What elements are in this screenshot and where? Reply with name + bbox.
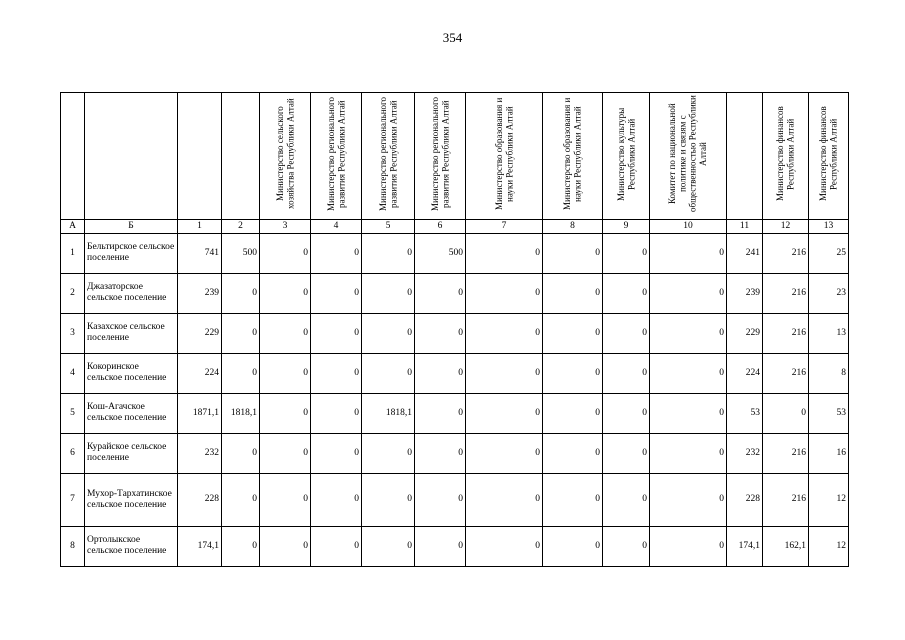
column-number: 4	[311, 219, 362, 233]
value-cell: 0	[650, 233, 727, 273]
header-cell	[85, 93, 178, 220]
value-cell: 0	[466, 353, 543, 393]
value-cell: 0	[362, 353, 415, 393]
value-cell: 0	[466, 433, 543, 473]
header-label: Комитет по национальной политике и связям с общественностью Республики Алтай	[667, 95, 709, 213]
header-label: Министерство финансов Республики Алтай	[818, 106, 839, 202]
value-cell: 0	[650, 433, 727, 473]
row-number: 4	[61, 353, 85, 393]
value-cell: 0	[260, 473, 311, 526]
value-cell: 0	[415, 473, 466, 526]
value-cell: 0	[222, 526, 260, 566]
header-cell	[727, 93, 763, 220]
value-cell: 0	[650, 313, 727, 353]
row-number: 5	[61, 393, 85, 433]
value-cell: 1818,1	[222, 393, 260, 433]
header-row	[61, 93, 849, 220]
value-cell: 0	[311, 313, 362, 353]
header-label: Министерство образования и науки Республики Алтай	[493, 97, 514, 211]
header-label: Министерство образования и науки Республики Алтай	[562, 97, 583, 211]
value-cell: 0	[311, 473, 362, 526]
value-cell: 216	[763, 273, 809, 313]
value-cell: 239	[727, 273, 763, 313]
value-cell: 232	[727, 433, 763, 473]
column-number: 1	[178, 219, 222, 233]
settlement-name: Кокоринское сельское поселение	[85, 353, 178, 393]
budget-table	[60, 92, 849, 567]
table-row	[61, 473, 849, 526]
settlement-name: Курайское сельское поселение	[85, 433, 178, 473]
value-cell: 0	[222, 353, 260, 393]
value-cell: 0	[362, 313, 415, 353]
value-cell: 0	[362, 473, 415, 526]
header-cell	[178, 93, 222, 220]
header-cell	[362, 93, 415, 220]
value-cell: 0	[543, 353, 603, 393]
value-cell: 241	[727, 233, 763, 273]
value-cell: 0	[260, 393, 311, 433]
table-row	[61, 273, 849, 313]
value-cell: 0	[415, 273, 466, 313]
value-cell: 0	[222, 273, 260, 313]
value-cell: 0	[603, 233, 650, 273]
settlement-name: Мухор-Тархатинское сельское поселение	[85, 473, 178, 526]
header-cell	[466, 93, 543, 220]
table-row	[61, 393, 849, 433]
header-cell	[603, 93, 650, 220]
value-cell: 0	[603, 433, 650, 473]
settlement-name: Казахское сельское поселение	[85, 313, 178, 353]
table-body	[61, 233, 849, 566]
value-cell: 0	[311, 526, 362, 566]
header-cell	[543, 93, 603, 220]
value-cell: 239	[178, 273, 222, 313]
value-cell: 0	[260, 273, 311, 313]
column-number: 10	[650, 219, 727, 233]
row-number: 7	[61, 473, 85, 526]
value-cell: 0	[543, 526, 603, 566]
value-cell: 0	[543, 313, 603, 353]
value-cell: 224	[727, 353, 763, 393]
value-cell: 0	[415, 433, 466, 473]
value-cell: 0	[260, 313, 311, 353]
value-cell: 0	[222, 433, 260, 473]
value-cell: 16	[809, 433, 849, 473]
value-cell: 53	[727, 393, 763, 433]
value-cell: 0	[603, 273, 650, 313]
value-cell: 232	[178, 433, 222, 473]
header-label: Министерство регионального развития Республики Алтай	[325, 97, 346, 212]
column-number: 13	[809, 219, 849, 233]
value-cell: 0	[603, 473, 650, 526]
table-row	[61, 313, 849, 353]
column-number: А	[61, 219, 85, 233]
column-number-row	[61, 219, 849, 233]
value-cell: 0	[466, 233, 543, 273]
value-cell: 0	[415, 313, 466, 353]
settlement-name: Бельтирское сельское поселение	[85, 233, 178, 273]
value-cell: 0	[362, 433, 415, 473]
header-cell	[222, 93, 260, 220]
value-cell: 500	[415, 233, 466, 273]
value-cell: 216	[763, 353, 809, 393]
value-cell: 500	[222, 233, 260, 273]
settlement-name: Кош-Агачское сельское поселение	[85, 393, 178, 433]
value-cell: 0	[466, 313, 543, 353]
column-number: 5	[362, 219, 415, 233]
header-label: Министерство культуры Республики Алтай	[615, 107, 636, 201]
value-cell: 0	[415, 393, 466, 433]
value-cell: 0	[362, 273, 415, 313]
settlement-name: Джазаторское сельское поселение	[85, 273, 178, 313]
header-cell	[415, 93, 466, 220]
value-cell: 216	[763, 433, 809, 473]
column-number: 7	[466, 219, 543, 233]
page-number: 354	[442, 30, 463, 45]
column-number: 2	[222, 219, 260, 233]
header-cell	[650, 93, 727, 220]
value-cell: 13	[809, 313, 849, 353]
value-cell: 0	[311, 273, 362, 313]
value-cell: 228	[178, 473, 222, 526]
value-cell: 8	[809, 353, 849, 393]
value-cell: 228	[727, 473, 763, 526]
value-cell: 0	[260, 233, 311, 273]
value-cell: 12	[809, 473, 849, 526]
value-cell: 0	[311, 393, 362, 433]
table-row	[61, 526, 849, 566]
value-cell: 0	[311, 233, 362, 273]
column-number: 9	[603, 219, 650, 233]
value-cell: 174,1	[178, 526, 222, 566]
value-cell: 0	[311, 433, 362, 473]
header-cell	[61, 93, 85, 220]
value-cell: 0	[362, 233, 415, 273]
header-label: Министерство регионального развития Республики Алтай	[429, 97, 450, 212]
row-number: 6	[61, 433, 85, 473]
value-cell: 216	[763, 313, 809, 353]
value-cell: 0	[543, 433, 603, 473]
value-cell: 162,1	[763, 526, 809, 566]
value-cell: 0	[260, 433, 311, 473]
value-cell: 0	[650, 526, 727, 566]
value-cell: 0	[222, 313, 260, 353]
value-cell: 0	[311, 353, 362, 393]
value-cell: 229	[178, 313, 222, 353]
column-number: Б	[85, 219, 178, 233]
column-number: 6	[415, 219, 466, 233]
value-cell: 0	[650, 273, 727, 313]
header-cell	[809, 93, 849, 220]
value-cell: 0	[603, 526, 650, 566]
value-cell: 216	[763, 233, 809, 273]
row-number: 3	[61, 313, 85, 353]
value-cell: 0	[650, 473, 727, 526]
settlement-name: Ортолыкское сельское поселение	[85, 526, 178, 566]
value-cell: 0	[466, 393, 543, 433]
header-label: Министерство регионального развития Республики Алтай	[377, 97, 398, 212]
value-cell: 0	[543, 473, 603, 526]
header-label: Министерство финансов Республики Алтай	[775, 106, 796, 202]
column-number: 3	[260, 219, 311, 233]
value-cell: 0	[603, 353, 650, 393]
value-cell: 0	[466, 473, 543, 526]
value-cell: 0	[543, 273, 603, 313]
value-cell: 216	[763, 473, 809, 526]
value-cell: 0	[466, 526, 543, 566]
column-number: 12	[763, 219, 809, 233]
value-cell: 0	[763, 393, 809, 433]
value-cell: 0	[362, 526, 415, 566]
header-cell	[311, 93, 362, 220]
value-cell: 0	[603, 393, 650, 433]
value-cell: 0	[222, 473, 260, 526]
row-number: 2	[61, 273, 85, 313]
value-cell: 12	[809, 526, 849, 566]
value-cell: 229	[727, 313, 763, 353]
value-cell: 23	[809, 273, 849, 313]
value-cell: 0	[543, 393, 603, 433]
row-number: 1	[61, 233, 85, 273]
value-cell: 25	[809, 233, 849, 273]
column-number: 11	[727, 219, 763, 233]
value-cell: 0	[415, 353, 466, 393]
header-cell	[763, 93, 809, 220]
value-cell: 0	[415, 526, 466, 566]
header-cell	[260, 93, 311, 220]
value-cell: 224	[178, 353, 222, 393]
value-cell: 0	[603, 313, 650, 353]
value-cell: 0	[260, 353, 311, 393]
table-row	[61, 433, 849, 473]
value-cell: 0	[650, 393, 727, 433]
header-label: Министерство сельского хозяйства Республики Алтай	[274, 98, 295, 210]
value-cell: 1871,1	[178, 393, 222, 433]
value-cell: 0	[260, 526, 311, 566]
value-cell: 0	[650, 353, 727, 393]
value-cell: 0	[466, 273, 543, 313]
value-cell: 0	[543, 233, 603, 273]
table-row	[61, 353, 849, 393]
value-cell: 741	[178, 233, 222, 273]
row-number: 8	[61, 526, 85, 566]
table-row	[61, 233, 849, 273]
value-cell: 1818,1	[362, 393, 415, 433]
value-cell: 174,1	[727, 526, 763, 566]
column-number: 8	[543, 219, 603, 233]
value-cell: 53	[809, 393, 849, 433]
